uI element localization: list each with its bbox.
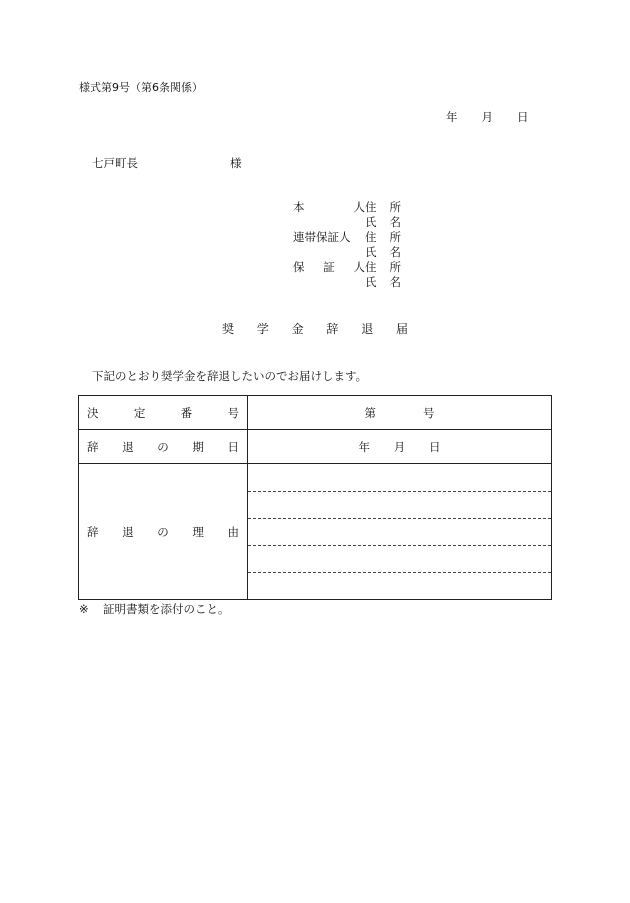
withdrawal-table (78, 395, 552, 600)
reason-line (248, 491, 551, 492)
party-row (293, 260, 401, 275)
withdrawal-date-label: 辞 退 の 期 日 (79, 430, 248, 464)
party-field: 氏 名 (365, 245, 401, 259)
intro-text: 下記のとおり奨学金を辞退したいのでお届けします。 (92, 369, 368, 383)
party-row (293, 215, 401, 230)
date-month-label: 月 (481, 110, 493, 124)
table-row (79, 396, 552, 430)
party-field: 住 所 (365, 200, 401, 214)
note-mark: ※ (79, 602, 89, 616)
party-role (293, 215, 365, 230)
reason-field[interactable] (248, 464, 552, 600)
party-role: 本 人 (293, 200, 365, 214)
form-number: 様式第9号（第6条関係） (79, 81, 203, 94)
party-role: 保 証 人 (293, 260, 365, 274)
reason-line (248, 518, 551, 519)
date-year-label: 年 (446, 110, 458, 124)
footnote (79, 601, 230, 617)
party-field: 氏 名 (365, 275, 401, 289)
honorific: 様 (230, 156, 242, 170)
reason-lines (248, 464, 551, 599)
party-row (293, 245, 401, 260)
parties-block (293, 200, 401, 290)
table-row (79, 464, 552, 600)
table-row (79, 430, 552, 464)
party-row (293, 275, 401, 290)
date-day-label: 日 (517, 110, 529, 124)
note-text: 証明書類を添付のこと。 (103, 602, 230, 616)
party-field: 住 所 (365, 230, 401, 244)
party-field: 住 所 (365, 260, 401, 274)
party-role: 連帯保証人 (293, 230, 351, 244)
addressee: 七戸町長 (92, 156, 138, 170)
withdrawal-date-field[interactable]: 年 月 日 (248, 430, 552, 464)
decision-number-field[interactable]: 第 号 (248, 396, 552, 430)
party-role (293, 245, 365, 260)
decision-number-label: 決 定 番 号 (79, 396, 248, 430)
party-role (293, 275, 365, 290)
date-line (446, 109, 529, 125)
party-row (293, 230, 401, 245)
party-field: 氏 名 (365, 215, 401, 229)
reason-label: 辞 退 の 理 由 (79, 464, 248, 600)
reason-line (248, 572, 551, 573)
document-title: 奨 学 金 辞 退 届 (222, 322, 408, 336)
party-row (293, 200, 401, 215)
reason-line (248, 545, 551, 546)
